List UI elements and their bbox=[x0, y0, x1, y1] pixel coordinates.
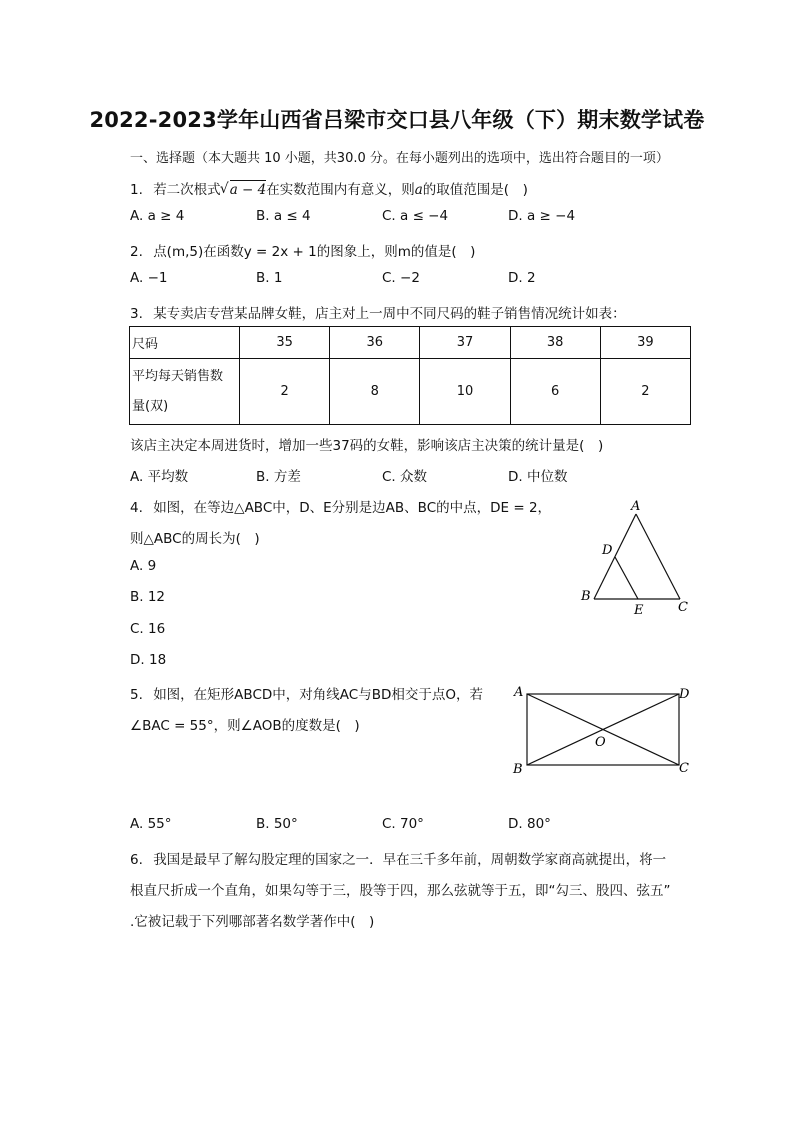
row-label-line: 平均每天销售数 bbox=[132, 368, 224, 384]
table-cell: 37 bbox=[420, 327, 510, 359]
question-text-line2: 根直尺折成一个直角，如果勾等于三，股等于四，那么弦就等于五，即“勾三、股四、弦五” bbox=[130, 883, 671, 899]
table-cell: 38 bbox=[510, 327, 600, 359]
radical-expression: √ a − 4 bbox=[221, 182, 267, 198]
option-c: C. −2 bbox=[382, 270, 420, 286]
question-text-line1: 如图，在矩形ABCD中，对角线AC与BD相交于点O，若 bbox=[153, 687, 483, 703]
option-d: D. 80° bbox=[508, 816, 551, 832]
label-c: C bbox=[679, 761, 689, 776]
table-cell: 10 bbox=[420, 359, 510, 425]
option-b: B. a ≤ 4 bbox=[256, 208, 311, 224]
label-a: A bbox=[631, 499, 641, 514]
exam-title: 2022-2023学年山西省吕梁市交口县八年级（下）期末数学试卷 bbox=[89, 108, 705, 132]
label-c: C bbox=[678, 600, 688, 615]
table-cell: 36 bbox=[330, 327, 420, 359]
option-d: D. 18 bbox=[130, 652, 167, 668]
question-number: 5. bbox=[130, 687, 143, 703]
question-text-mid: 在实数范围内有意义，则 bbox=[266, 182, 415, 198]
table-cell: 39 bbox=[600, 327, 690, 359]
question-number: 2. bbox=[130, 244, 143, 260]
question-text-post: 的取值范围是( ) bbox=[422, 182, 528, 198]
question-3-followup: 该店主决定本周进货时，增加一些37码的女鞋，影响该店主决策的统计量是( ) bbox=[130, 438, 604, 454]
question-text-line1: 如图，在等边△ABC中，D、E分别是边AB、BC的中点，DE = 2， bbox=[153, 500, 552, 516]
option-b: B. 50° bbox=[256, 816, 298, 832]
section-heading: 一、选择题（本大题共 10 小题，共30.0 分。在每小题列出的选项中，选出符合题目的一项） bbox=[130, 151, 669, 166]
option-a: A. 平均数 bbox=[130, 469, 189, 485]
option-d: D. 中位数 bbox=[508, 469, 568, 485]
row-label-line: 量(双) bbox=[132, 398, 169, 414]
table-cell: 8 bbox=[330, 359, 420, 425]
label-d: D bbox=[679, 687, 690, 702]
table-cell: 2 bbox=[600, 359, 690, 425]
question-text-line3: .它被记载于下列哪部著名数学著作中( ) bbox=[130, 914, 375, 930]
option-c: C. 16 bbox=[130, 621, 166, 637]
option-b: B. 1 bbox=[256, 270, 283, 286]
question-text-line2: ∠BAC = 55°，则∠AOB的度数是( ) bbox=[130, 718, 360, 734]
table-cell: 6 bbox=[510, 359, 600, 425]
question-text-line2: 则△ABC的周长为( ) bbox=[130, 531, 260, 547]
question-text: 某专卖店专营某品牌女鞋，店主对上一周中不同尺码的鞋子销售情况统计如表： bbox=[153, 306, 626, 322]
variable-a: a bbox=[414, 182, 423, 198]
question-text-pre: 若二次根式 bbox=[153, 182, 221, 198]
option-b: B. 12 bbox=[130, 589, 166, 605]
option-c: C. 众数 bbox=[382, 469, 428, 485]
option-c: C. a ≤ −4 bbox=[382, 208, 449, 224]
option-b: B. 方差 bbox=[256, 469, 301, 485]
option-a: A. −1 bbox=[130, 270, 168, 286]
label-d: D bbox=[602, 543, 613, 558]
table-cell: 35 bbox=[240, 327, 330, 359]
option-c: C. 70° bbox=[382, 816, 424, 832]
label-a: A bbox=[514, 685, 524, 700]
question-number: 1. bbox=[130, 182, 143, 198]
question-number: 6. bbox=[130, 852, 143, 868]
option-a: A. 55° bbox=[130, 816, 172, 832]
table-header-cell: 尺码 bbox=[130, 327, 240, 359]
question-text-line1: 我国是最早了解勾股定理的国家之一．早在三千多年前，周朝数学家商高就提出，将一 bbox=[153, 852, 667, 868]
option-d: D. a ≥ −4 bbox=[508, 208, 576, 224]
label-b: B bbox=[581, 589, 591, 604]
option-d: D. 2 bbox=[508, 270, 536, 286]
question-number: 3. bbox=[130, 306, 143, 322]
question-number: 4. bbox=[130, 500, 143, 516]
option-a: A. 9 bbox=[130, 558, 157, 574]
label-b: B bbox=[513, 762, 523, 777]
label-e: E bbox=[634, 603, 644, 618]
question-6 bbox=[130, 848, 666, 868]
label-o: O bbox=[595, 735, 606, 750]
table-cell: 2 bbox=[240, 359, 330, 425]
question-text: 点(m,5)在函数y = 2x + 1的图象上，则m的值是( ) bbox=[153, 244, 476, 260]
option-a: A. a ≥ 4 bbox=[130, 208, 185, 224]
